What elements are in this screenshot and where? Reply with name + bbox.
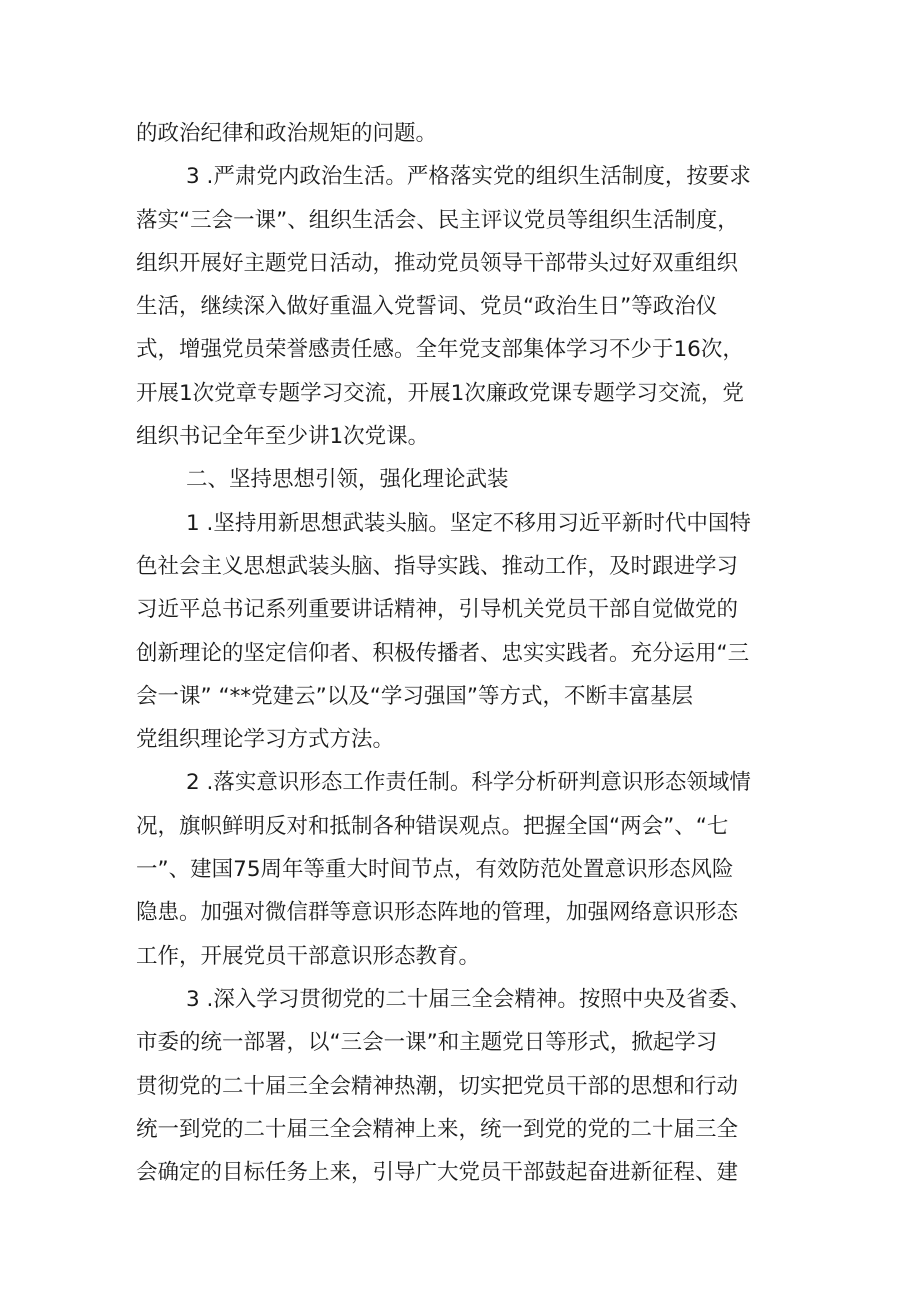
text-line: 1 .坚持用新思想武装头脑。坚定不移用习近平新时代中国特 bbox=[186, 510, 751, 536]
text-line: 色社会主义思想武装头脑、指导实践、推动工作，及时跟进学习 bbox=[136, 553, 739, 579]
text-line: 开展1次党章专题学习交流，开展1次廉政党课专题学习交流，党 bbox=[136, 380, 744, 406]
document-body bbox=[136, 112, 796, 1194]
text-line: 况，旗帜鲜明反对和抵制各种错误观点。把握全国“两会”、“七 bbox=[136, 813, 729, 839]
text-line: 党组织理论学习方式方法。 bbox=[136, 727, 395, 753]
text-line: 生活，继续深入做好重温入党誓词、党员“政治生日”等政治仪 bbox=[136, 294, 718, 320]
text-line: 习近平总书记系列重要讲话精神，引导机关党员干部自觉做党的 bbox=[136, 597, 739, 623]
text-line: 统一到党的二十届三全会精神上来，统一到党的党的二十届三全 bbox=[136, 1116, 739, 1142]
text-line: 组织开展好主题党日活动，推动党员领导干部带头过好双重组织 bbox=[136, 250, 739, 276]
text-line: 工作，开展党员干部意识形态教育。 bbox=[136, 943, 481, 969]
text-line: 的政治纪律和政治规矩的问题。 bbox=[136, 121, 438, 146]
text-line: 隐患。加强对微信群等意识形态阵地的管理，加强网络意识形态 bbox=[136, 900, 739, 926]
text-line: 式，增强党员荣誉感责任感。全年党支部集体学习不少于16次， bbox=[136, 337, 744, 363]
text-line: 组织书记全年至少讲1次党课。 bbox=[136, 424, 430, 450]
text-line: 会确定的目标任务上来，引导广大党员干部鼓起奋进新征程、建 bbox=[136, 1160, 739, 1186]
text-line: 市委的统一部署，以“三会一课”和主题党日等形式，掀起学习 bbox=[136, 1030, 718, 1056]
text-line: 3 .严肃党内政治生活。严格落实党的组织生活制度，按要求 bbox=[186, 164, 751, 190]
text-line: 贯彻党的二十届三全会精神热潮，切实把党员干部的思想和行动 bbox=[136, 1073, 739, 1099]
text-line: 2 .落实意识形态工作责任制。科学分析研判意识形态领域情 bbox=[186, 770, 751, 796]
text-line: 会一课” “**党建云”以及“学习强国”等方式，不断丰富基层 bbox=[136, 683, 694, 709]
text-line: 落实“三会一课”、组织生活会、民主评议党员等组织生活制度， bbox=[136, 207, 739, 233]
text-line: 创新理论的坚定信仰者、积极传播者、忠实实践者。充分运用“三 bbox=[136, 640, 750, 666]
text-line: 二、坚持思想引领，强化理论武装 bbox=[186, 467, 509, 493]
text-line: 3 .深入学习贯彻党的二十届三全会精神。按照中央及省委、 bbox=[186, 986, 751, 1012]
text-line: 一”、建国75周年等重大时间节点，有效防范处置意识形态风险 bbox=[136, 857, 734, 883]
